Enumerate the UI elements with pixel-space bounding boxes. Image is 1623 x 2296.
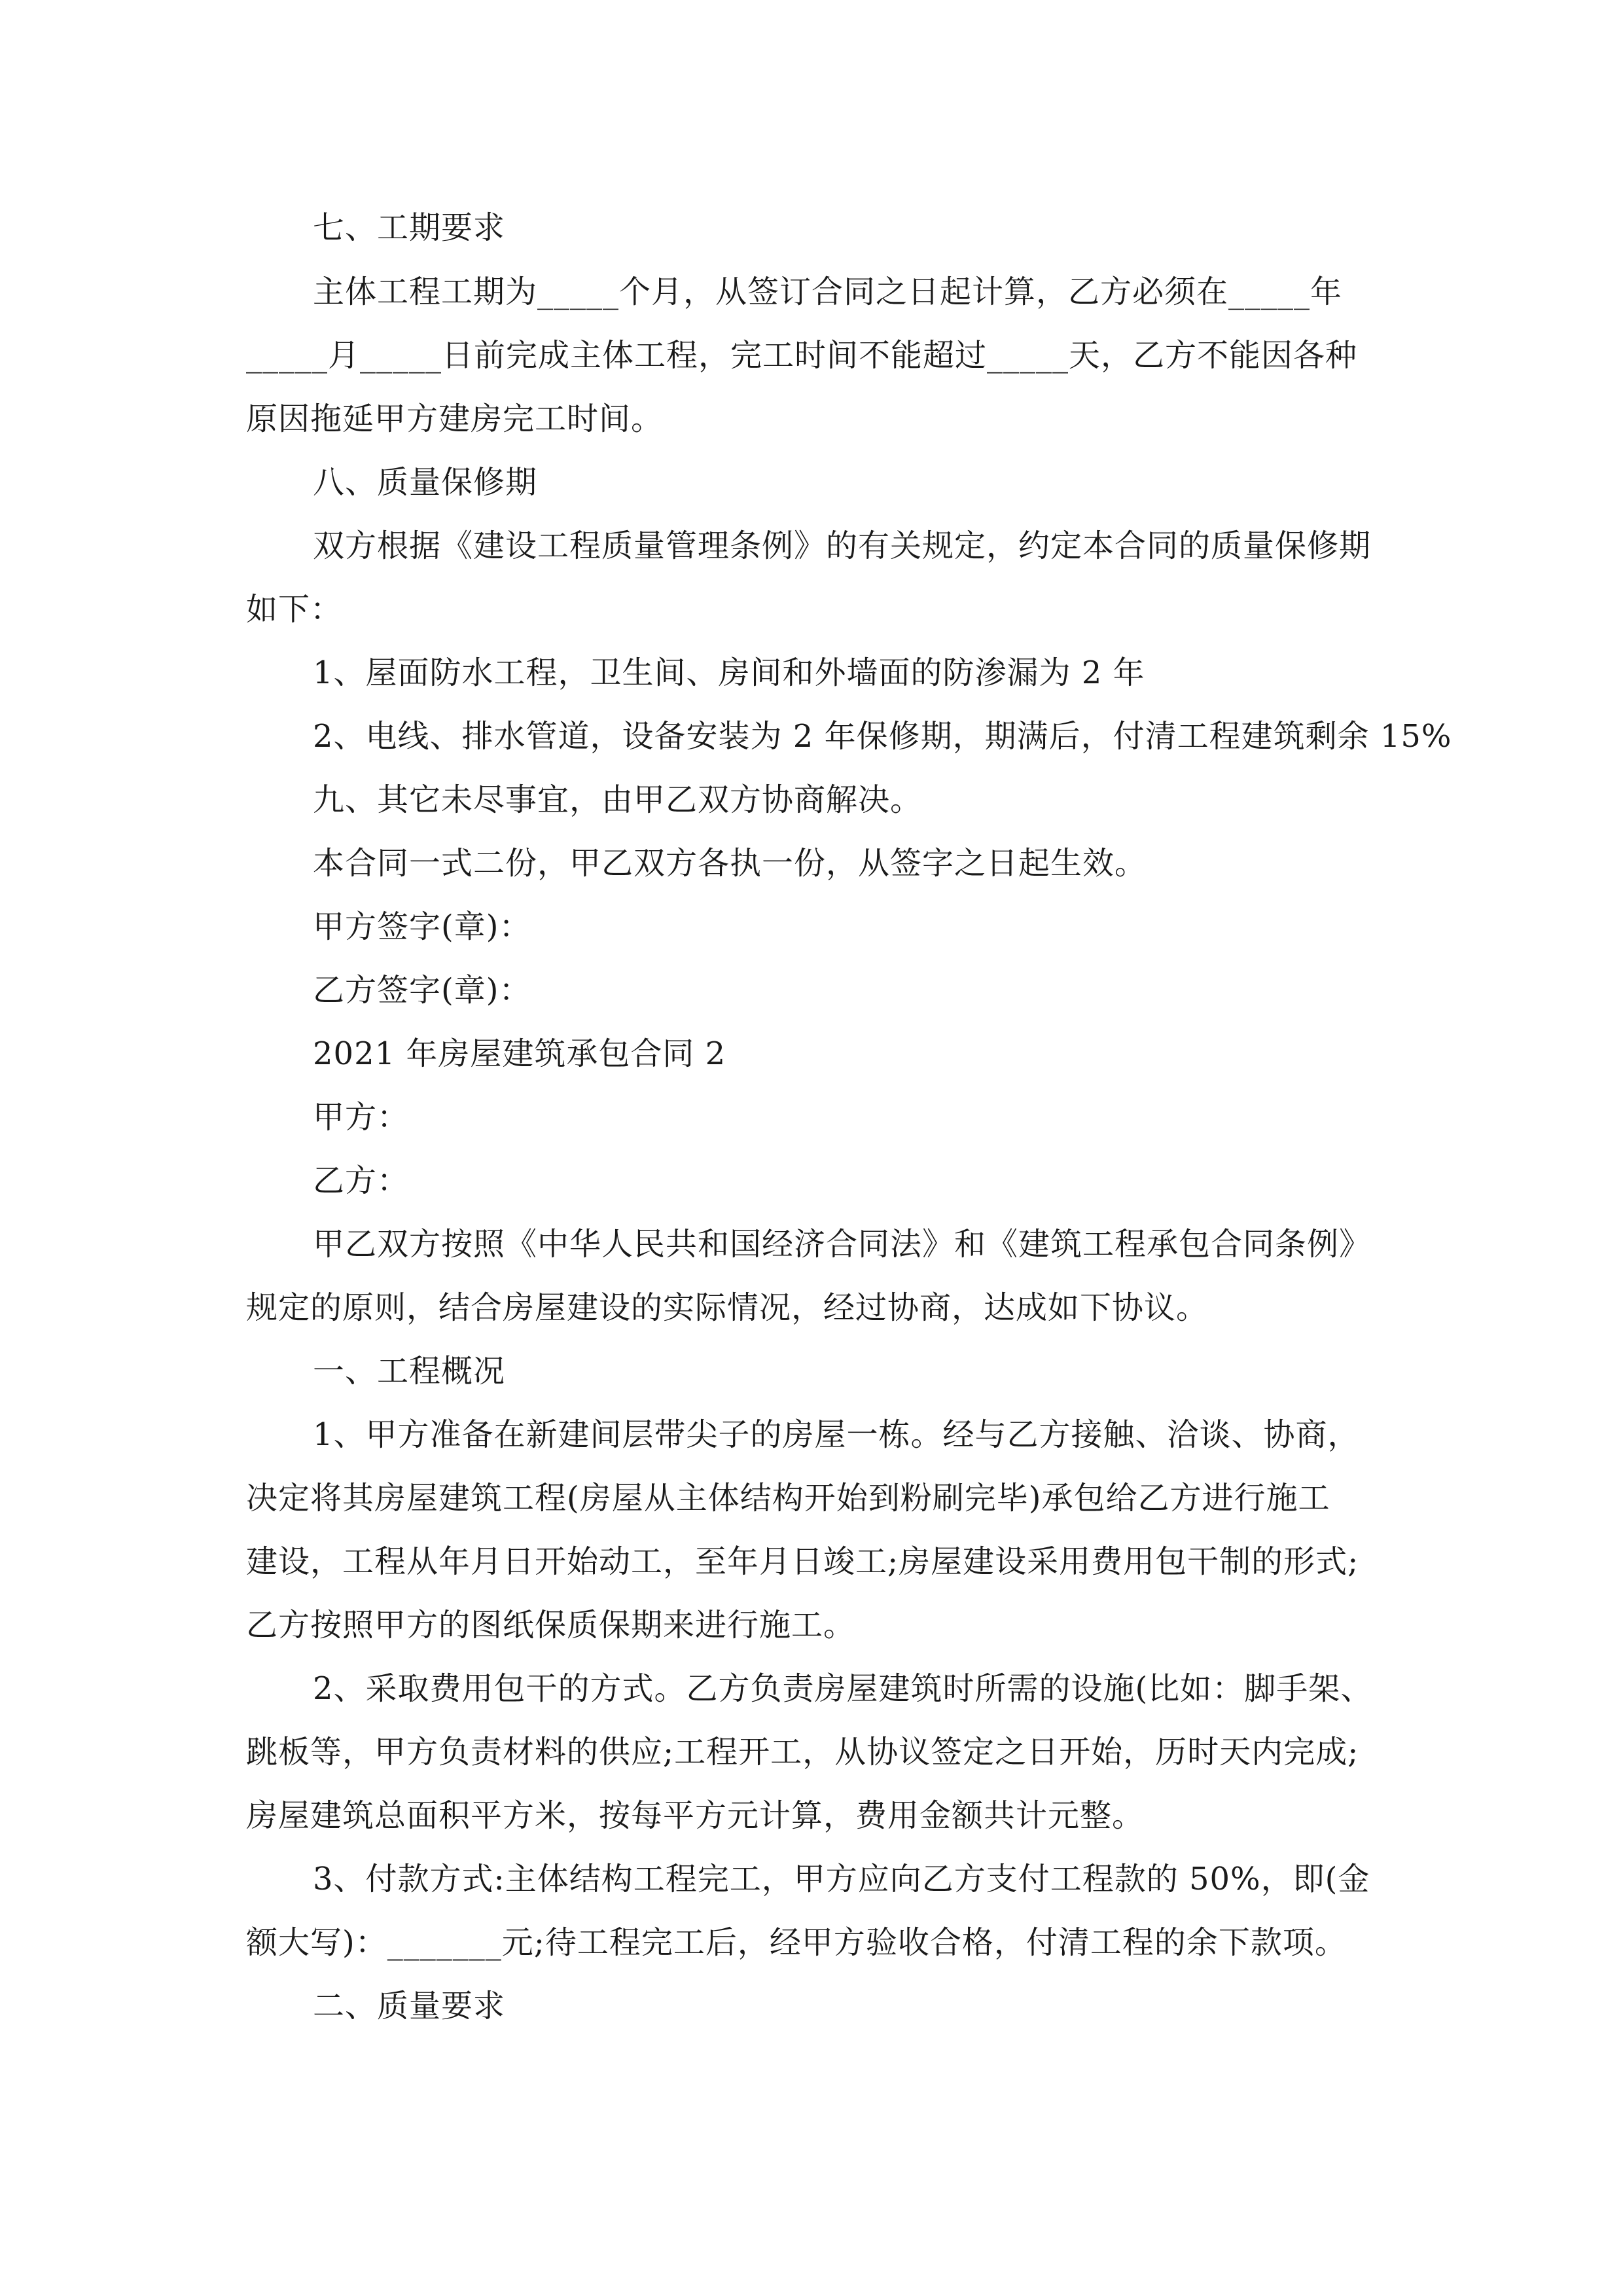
paragraph-line: 本合同一式二份，甲乙双方各执一份，从签字之日起生效。 bbox=[313, 845, 1147, 882]
contract-title: 2021 年房屋建筑承包合同 2 bbox=[313, 1035, 726, 1072]
heading-section-2: 二、质量要求 bbox=[313, 1988, 506, 2024]
paragraph-line: 跳板等，甲方负责材料的供应;工程开工，从协议签定之日开始，历时天内完成; bbox=[246, 1734, 1359, 1770]
party-a-label: 甲方： bbox=[313, 1099, 410, 1136]
paragraph-line: 3、付款方式:主体结构工程完工，甲方应向乙方支付工程款的 50%，即(金 bbox=[313, 1861, 1370, 1897]
paragraph-line: 房屋建筑总面积平方米，按每平方元计算，费用金额共计元整。 bbox=[246, 1797, 1145, 1834]
heading-section-8: 八、质量保修期 bbox=[313, 464, 538, 501]
heading-section-9: 九、其它未尽事宜，由甲乙双方协商解决。 bbox=[313, 781, 923, 818]
paragraph-line: 双方根据《建设工程质量管理条例》的有关规定，约定本合同的质量保修期 bbox=[313, 528, 1372, 564]
paragraph-line: 1、甲方准备在新建间层带尖子的房屋一栋。经与乙方接触、洽谈、协商， bbox=[313, 1416, 1360, 1453]
paragraph-line: 额大写)：_______元;待工程完工后，经甲方验收合格，付清工程的余下款项。 bbox=[246, 1924, 1347, 1961]
paragraph-line: 原因拖延甲方建房完工时间。 bbox=[246, 401, 664, 437]
signature-party-a: 甲方签字(章)： bbox=[313, 908, 531, 945]
paragraph-line: 如下： bbox=[246, 591, 343, 628]
list-item: 1、屋面防水工程，卫生间、房间和外墙面的防渗漏为 2 年 bbox=[313, 655, 1145, 691]
paragraph-line: 建设，工程从年月日开始动工，至年月日竣工;房屋建设采用费用包干制的形式; bbox=[246, 1543, 1359, 1580]
paragraph-line: _____月_____日前完成主体工程，完工时间不能超过_____天，乙方不能因各种 bbox=[246, 337, 1358, 374]
heading-section-1: 一、工程概况 bbox=[313, 1353, 506, 1390]
paragraph-line: 规定的原则，结合房屋建设的实际情况，经过协商，达成如下协议。 bbox=[246, 1289, 1209, 1326]
signature-party-b: 乙方签字(章)： bbox=[313, 972, 531, 1009]
paragraph-line: 2、采取费用包干的方式。乙方负责房屋建筑时所需的设施(比如：脚手架、 bbox=[313, 1670, 1373, 1707]
paragraph-line: 乙方按照甲方的图纸保质保期来进行施工。 bbox=[246, 1607, 856, 1643]
party-b-label: 乙方： bbox=[313, 1162, 410, 1199]
paragraph-line: 甲乙双方按照《中华人民共和国经济合同法》和《建筑工程承包合同条例》 bbox=[313, 1226, 1372, 1263]
list-item: 2、电线、排水管道，设备安装为 2 年保修期，期满后，付清工程建筑剩余 15% bbox=[313, 718, 1452, 755]
heading-section-7: 七、工期要求 bbox=[313, 209, 506, 246]
paragraph-line: 决定将其房屋建筑工程(房屋从主体结构开始到粉刷完毕)承包给乙方进行施工 bbox=[246, 1480, 1330, 1516]
paragraph-line: 主体工程工期为_____个月，从签订合同之日起计算，乙方必须在_____年 bbox=[313, 274, 1343, 310]
